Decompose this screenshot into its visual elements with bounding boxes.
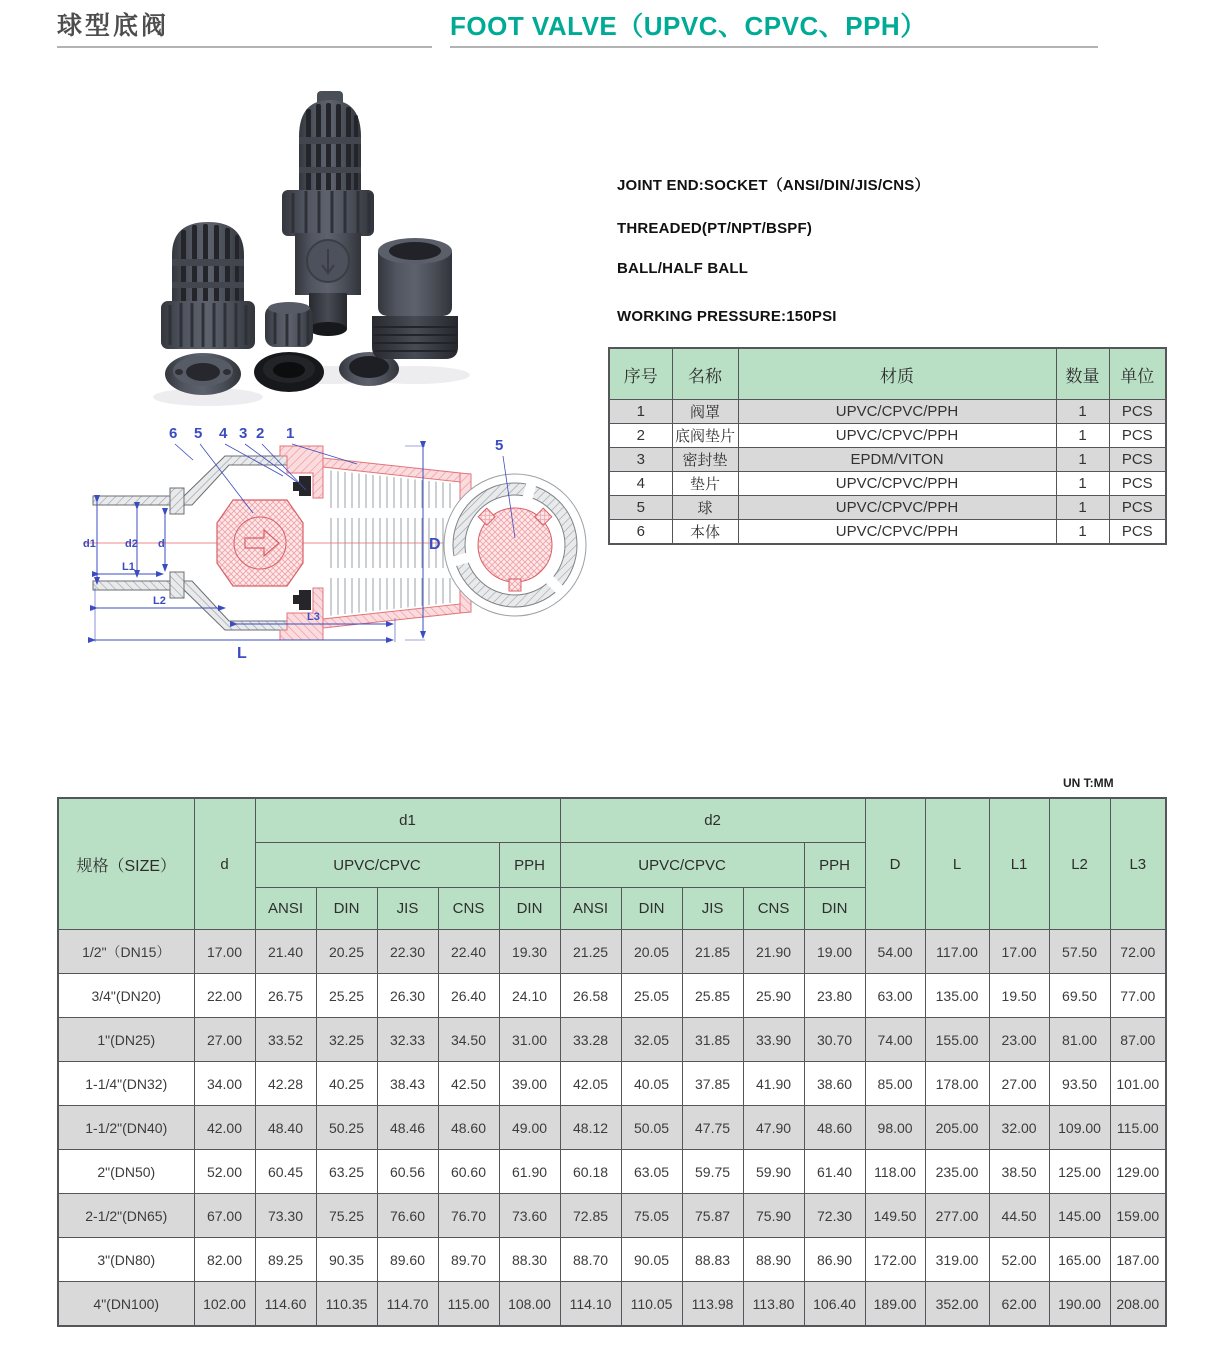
part-no: 3: [609, 448, 672, 472]
dims-L2-val: 145.00: [1049, 1194, 1110, 1238]
part-no: 6: [609, 520, 672, 545]
dims-d1-cns-val: 115.00: [438, 1282, 499, 1327]
part-unit: PCS: [1109, 496, 1166, 520]
parts-row: [609, 472, 1166, 496]
photo-adapter: [372, 238, 458, 359]
dims-D-val: 74.00: [865, 1018, 925, 1062]
dims-d2-ansi-val: 48.12: [560, 1106, 621, 1150]
dims-L1-val: 44.50: [989, 1194, 1049, 1238]
dims-d1-pph-val: 61.90: [499, 1150, 560, 1194]
dims-d: 82.00: [194, 1238, 255, 1282]
dimension-table: [57, 797, 1167, 1327]
dims-L2-val: 190.00: [1049, 1282, 1110, 1327]
dims-size: 1/2"（DN15）: [58, 930, 194, 974]
dims-L1-val: 17.00: [989, 930, 1049, 974]
dims-d: 34.00: [194, 1062, 255, 1106]
part-qty: 1: [1056, 472, 1109, 496]
title-underline-left: [57, 46, 432, 48]
dims-d2-jis-val: 75.87: [682, 1194, 743, 1238]
dims-d2-din-val: 50.05: [621, 1106, 682, 1150]
parts-col-material: 材质: [738, 348, 1056, 400]
dims-D-val: 63.00: [865, 974, 925, 1018]
parts-col-name: 名称: [672, 348, 738, 400]
dims-d2-cns-val: 47.90: [743, 1106, 804, 1150]
dims-d2-cns-val: 33.90: [743, 1018, 804, 1062]
dims-d2-din-val: 40.05: [621, 1062, 682, 1106]
dims-d2-pph-val: 86.90: [804, 1238, 865, 1282]
dims-d2-din-val: 90.05: [621, 1238, 682, 1282]
dims-d1-jis-val: 32.33: [377, 1018, 438, 1062]
dims-d2-jis-val: 113.98: [682, 1282, 743, 1327]
dims-size: 3/4"(DN20): [58, 974, 194, 1018]
dims-d1-jis-val: 89.60: [377, 1238, 438, 1282]
dims-L3-val: 208.00: [1110, 1282, 1166, 1327]
dims-d1-pph-val: 88.30: [499, 1238, 560, 1282]
dims-d1-cns-val: 42.50: [438, 1062, 499, 1106]
dims-d2-jis-val: 31.85: [682, 1018, 743, 1062]
dims-d2-cns: CNS: [743, 888, 804, 930]
dims-d2-pph-val: 48.60: [804, 1106, 865, 1150]
dims-d1-ansi-val: 48.40: [255, 1106, 316, 1150]
part-no: 5: [609, 496, 672, 520]
dims-d1-din-val: 75.25: [316, 1194, 377, 1238]
dims-L2-val: 125.00: [1049, 1150, 1110, 1194]
dims-d2-ansi-val: 114.10: [560, 1282, 621, 1327]
dims-d2-cns-val: 59.90: [743, 1150, 804, 1194]
dims-L1-val: 19.50: [989, 974, 1049, 1018]
dims-d2-ansi-val: 72.85: [560, 1194, 621, 1238]
dims-d1-din-val: 90.35: [316, 1238, 377, 1282]
dims-D-val: 172.00: [865, 1238, 925, 1282]
dims-d1-cns-val: 26.40: [438, 974, 499, 1018]
part-name: 密封垫: [672, 448, 738, 472]
dims-d1-jis: JIS: [377, 888, 438, 930]
part-material: UPVC/CPVC/PPH: [738, 424, 1056, 448]
dims-col-L1: L1: [989, 798, 1049, 930]
dims-d1-pph-val: 24.10: [499, 974, 560, 1018]
dims-L1-val: 32.00: [989, 1106, 1049, 1150]
dims-d2-pph-val: 38.60: [804, 1062, 865, 1106]
dims-d1-ansi-val: 73.30: [255, 1194, 316, 1238]
dims-d1-cns-val: 34.50: [438, 1018, 499, 1062]
dims-row: [58, 930, 1166, 974]
dims-d1-din-val: 110.35: [316, 1282, 377, 1327]
dims-d1-ansi-val: 21.40: [255, 930, 316, 974]
dims-d1-din-val: 50.25: [316, 1106, 377, 1150]
photo-left-valve: [161, 222, 255, 349]
dims-d1-ansi-val: 26.75: [255, 974, 316, 1018]
dims-size: 1-1/2"(DN40): [58, 1106, 194, 1150]
dims-d1-pph-val: 39.00: [499, 1062, 560, 1106]
dims-d2-pph-val: 61.40: [804, 1150, 865, 1194]
dims-d2-din-val: 25.05: [621, 974, 682, 1018]
dims-d: 27.00: [194, 1018, 255, 1062]
dims-d2-ansi-val: 88.70: [560, 1238, 621, 1282]
dims-d2-ansi: ANSI: [560, 888, 621, 930]
dim-d2: d2: [125, 538, 138, 550]
dims-d1-pph-val: 108.00: [499, 1282, 560, 1327]
dims-D-val: 54.00: [865, 930, 925, 974]
dims-d2-din: DIN: [621, 888, 682, 930]
part-unit: PCS: [1109, 424, 1166, 448]
dims-d2-jis: JIS: [682, 888, 743, 930]
part-no: 2: [609, 424, 672, 448]
part-name: 阀罩: [672, 400, 738, 424]
part-no: 1: [609, 400, 672, 424]
dims-L1-val: 38.50: [989, 1150, 1049, 1194]
dims-d2-din-val: 63.05: [621, 1150, 682, 1194]
dims-d1-pph-val: 31.00: [499, 1018, 560, 1062]
part-no: 4: [609, 472, 672, 496]
dims-d2-pph-val: 19.00: [804, 930, 865, 974]
dims-d1-din-val: 25.25: [316, 974, 377, 1018]
dims-d1-ansi-val: 60.45: [255, 1150, 316, 1194]
dims-d1-din-val: 63.25: [316, 1150, 377, 1194]
dims-L3-val: 187.00: [1110, 1238, 1166, 1282]
dim-d: d: [158, 538, 165, 550]
page-title-english: FOOT VALVE（UPVC、CPVC、PPH）: [450, 11, 927, 41]
dims-d1-ansi-val: 42.28: [255, 1062, 316, 1106]
dims-row: [58, 1018, 1166, 1062]
dims-group-d2: d2: [560, 798, 865, 843]
photo-cap: [265, 302, 313, 347]
dims-size: 1"(DN25): [58, 1018, 194, 1062]
dims-d1-jis-val: 76.60: [377, 1194, 438, 1238]
parts-col-qty: 数量: [1056, 348, 1109, 400]
dim-L3: L3: [307, 611, 320, 623]
dims-col-d: d: [194, 798, 255, 930]
dims-col-D: D: [865, 798, 925, 930]
dims-d: 17.00: [194, 930, 255, 974]
dims-d1-jis-val: 38.43: [377, 1062, 438, 1106]
dims-d2-cns-val: 75.90: [743, 1194, 804, 1238]
dims-row: [58, 1238, 1166, 1282]
part-unit: PCS: [1109, 400, 1166, 424]
dims-d1-cns: CNS: [438, 888, 499, 930]
dims-d: 52.00: [194, 1150, 255, 1194]
dims-d1-din-val: 40.25: [316, 1062, 377, 1106]
part-unit: PCS: [1109, 520, 1166, 545]
dims-d1-cns-val: 60.60: [438, 1150, 499, 1194]
dims-d1-pph: PPH: [499, 843, 560, 888]
ball-section: [217, 500, 303, 586]
dims-d2-din-val: 20.05: [621, 930, 682, 974]
unit-note: UN T:MM: [1063, 776, 1114, 790]
callout-5: 5: [194, 425, 203, 442]
part-qty: 1: [1056, 496, 1109, 520]
dims-row: [58, 1062, 1166, 1106]
dims-d: 102.00: [194, 1282, 255, 1327]
callout-4: 4: [219, 425, 228, 442]
dim-L: L: [237, 645, 247, 662]
dims-L2-val: 57.50: [1049, 930, 1110, 974]
dims-col-L: L: [925, 798, 989, 930]
dims-col-L2: L2: [1049, 798, 1110, 930]
dims-L-val: 235.00: [925, 1150, 989, 1194]
dims-size: 4"(DN100): [58, 1282, 194, 1327]
dims-L-val: 155.00: [925, 1018, 989, 1062]
part-material: UPVC/CPVC/PPH: [738, 400, 1056, 424]
dims-row: [58, 1150, 1166, 1194]
parts-col-unit: 单位: [1109, 348, 1166, 400]
dims-size: 2-1/2"(DN65): [58, 1194, 194, 1238]
dims-d2-cns-val: 88.90: [743, 1238, 804, 1282]
dims-d1-jis-val: 26.30: [377, 974, 438, 1018]
parts-row: [609, 400, 1166, 424]
dims-d1-din-val: 20.25: [316, 930, 377, 974]
dims-L3-val: 72.00: [1110, 930, 1166, 974]
dim-d1: d1: [83, 538, 96, 550]
dims-L2-val: 165.00: [1049, 1238, 1110, 1282]
dims-col-L3: L3: [1110, 798, 1166, 930]
dims-d2-cns-val: 25.90: [743, 974, 804, 1018]
dims-d2-cns-val: 113.80: [743, 1282, 804, 1327]
dims-d2-ansi-val: 42.05: [560, 1062, 621, 1106]
dims-L3-val: 115.00: [1110, 1106, 1166, 1150]
callout-6: 6: [169, 425, 178, 442]
dims-L3-val: 87.00: [1110, 1018, 1166, 1062]
dims-d2-pph-din: DIN: [804, 888, 865, 930]
dims-L-val: 352.00: [925, 1282, 989, 1327]
spec-threaded: THREADED(PT/NPT/BSPF): [617, 220, 813, 237]
dims-header-row-1: [58, 798, 1166, 843]
dims-row: [58, 974, 1166, 1018]
dims-d2-ansi-val: 21.25: [560, 930, 621, 974]
part-name: 球: [672, 496, 738, 520]
dims-d2-jis-val: 37.85: [682, 1062, 743, 1106]
photo-flange-gasket: [165, 353, 241, 395]
spec-joint-end: JOINT END:SOCKET（ANSI/DIN/JIS/CNS）: [617, 177, 930, 194]
dims-d1-cns-val: 22.40: [438, 930, 499, 974]
dims-L1-val: 27.00: [989, 1062, 1049, 1106]
dims-d: 67.00: [194, 1194, 255, 1238]
dims-row: [58, 1106, 1166, 1150]
part-qty: 1: [1056, 400, 1109, 424]
part-unit: PCS: [1109, 448, 1166, 472]
dims-D-val: 98.00: [865, 1106, 925, 1150]
technical-drawing: [75, 418, 605, 663]
dims-col-size: 规格（SIZE）: [58, 798, 194, 930]
part-qty: 1: [1056, 424, 1109, 448]
parts-row: [609, 424, 1166, 448]
part-name: 垫片: [672, 472, 738, 496]
dim-L2: L2: [153, 595, 166, 607]
dims-d2-upvc: UPVC/CPVC: [560, 843, 804, 888]
dims-L1-val: 62.00: [989, 1282, 1049, 1327]
part-material: UPVC/CPVC/PPH: [738, 496, 1056, 520]
parts-col-no: 序号: [609, 348, 672, 400]
dims-L2-val: 109.00: [1049, 1106, 1110, 1150]
dim-D: D: [429, 536, 441, 553]
dims-size: 1-1/4"(DN32): [58, 1062, 194, 1106]
dims-d2-cns-val: 41.90: [743, 1062, 804, 1106]
dims-d1-ansi: ANSI: [255, 888, 316, 930]
dims-d2-din-val: 32.05: [621, 1018, 682, 1062]
part-unit: PCS: [1109, 472, 1166, 496]
dims-d1-pph-din: DIN: [499, 888, 560, 930]
dims-group-d1: d1: [255, 798, 560, 843]
parts-header-row: [609, 348, 1166, 400]
dims-L-val: 117.00: [925, 930, 989, 974]
dims-d1-jis-val: 22.30: [377, 930, 438, 974]
part-material: UPVC/CPVC/PPH: [738, 472, 1056, 496]
dims-d1-upvc: UPVC/CPVC: [255, 843, 499, 888]
callout-1: 1: [286, 425, 295, 442]
page-title-chinese: 球型底阀: [57, 12, 170, 40]
photo-rubber-gasket: [254, 352, 324, 392]
part-name: 本体: [672, 520, 738, 545]
dims-L2-val: 93.50: [1049, 1062, 1110, 1106]
dims-d2-pph-val: 106.40: [804, 1282, 865, 1327]
dims-d: 22.00: [194, 974, 255, 1018]
dims-L-val: 319.00: [925, 1238, 989, 1282]
photo-center-valve: [282, 91, 374, 336]
end-view: [444, 437, 586, 616]
dims-d1-cns-val: 48.60: [438, 1106, 499, 1150]
callout-3: 3: [239, 425, 248, 442]
dims-d1-pph-val: 73.60: [499, 1194, 560, 1238]
dims-d2-jis-val: 47.75: [682, 1106, 743, 1150]
dims-D-val: 85.00: [865, 1062, 925, 1106]
dims-L3-val: 101.00: [1110, 1062, 1166, 1106]
part-material: UPVC/CPVC/PPH: [738, 520, 1056, 545]
dims-d2-jis-val: 21.85: [682, 930, 743, 974]
dims-L-val: 277.00: [925, 1194, 989, 1238]
dims-L3-val: 77.00: [1110, 974, 1166, 1018]
dims-d2-din-val: 110.05: [621, 1282, 682, 1327]
part-name: 底阀垫片: [672, 424, 738, 448]
dims-size: 2"(DN50): [58, 1150, 194, 1194]
dims-d1-din-val: 32.25: [316, 1018, 377, 1062]
dims-d2-pph-val: 72.30: [804, 1194, 865, 1238]
dims-d1-cns-val: 89.70: [438, 1238, 499, 1282]
dims-d2-pph: PPH: [804, 843, 865, 888]
dim-L1: L1: [122, 561, 135, 573]
part-qty: 1: [1056, 520, 1109, 545]
dims-L1-val: 23.00: [989, 1018, 1049, 1062]
dims-d1-pph-val: 49.00: [499, 1106, 560, 1150]
dims-L-val: 205.00: [925, 1106, 989, 1150]
dims-d1-ansi-val: 89.25: [255, 1238, 316, 1282]
dims-d2-din-val: 75.05: [621, 1194, 682, 1238]
parts-table: [608, 347, 1167, 545]
dims-d1-cns-val: 76.70: [438, 1194, 499, 1238]
spec-ball: BALL/HALF BALL: [617, 260, 749, 277]
dims-d2-ansi-val: 26.58: [560, 974, 621, 1018]
dims-d1-ansi-val: 33.52: [255, 1018, 316, 1062]
dims-row: [58, 1194, 1166, 1238]
callout-2: 2: [256, 425, 265, 442]
dims-d2-pph-val: 23.80: [804, 974, 865, 1018]
dims-d2-ansi-val: 60.18: [560, 1150, 621, 1194]
dims-D-val: 149.50: [865, 1194, 925, 1238]
dims-row: [58, 1282, 1166, 1327]
part-qty: 1: [1056, 448, 1109, 472]
dims-d2-ansi-val: 33.28: [560, 1018, 621, 1062]
dims-L1-val: 52.00: [989, 1238, 1049, 1282]
spec-pressure: WORKING PRESSURE:150PSI: [617, 308, 837, 325]
dims-d1-din: DIN: [316, 888, 377, 930]
dims-d1-jis-val: 114.70: [377, 1282, 438, 1327]
dims-d2-cns-val: 21.90: [743, 930, 804, 974]
title-underline-right: [450, 46, 1098, 48]
dims-d: 42.00: [194, 1106, 255, 1150]
parts-row: [609, 448, 1166, 472]
dims-d2-jis-val: 25.85: [682, 974, 743, 1018]
dims-L-val: 135.00: [925, 974, 989, 1018]
dims-D-val: 118.00: [865, 1150, 925, 1194]
dims-L3-val: 159.00: [1110, 1194, 1166, 1238]
dims-d1-ansi-val: 114.60: [255, 1282, 316, 1327]
part-material: EPDM/VITON: [738, 448, 1056, 472]
dims-L-val: 178.00: [925, 1062, 989, 1106]
end-view-callout-5: 5: [495, 437, 504, 454]
dims-d2-jis-val: 59.75: [682, 1150, 743, 1194]
dims-L2-val: 69.50: [1049, 974, 1110, 1018]
dims-d2-jis-val: 88.83: [682, 1238, 743, 1282]
dims-size: 3"(DN80): [58, 1238, 194, 1282]
dims-L3-val: 129.00: [1110, 1150, 1166, 1194]
dims-d2-pph-val: 30.70: [804, 1018, 865, 1062]
dims-L2-val: 81.00: [1049, 1018, 1110, 1062]
dims-d1-jis-val: 48.46: [377, 1106, 438, 1150]
dims-d1-jis-val: 60.56: [377, 1150, 438, 1194]
dims-d1-pph-val: 19.30: [499, 930, 560, 974]
parts-row: [609, 520, 1166, 545]
parts-row: [609, 496, 1166, 520]
product-photo: [95, 75, 600, 420]
dims-D-val: 189.00: [865, 1282, 925, 1327]
